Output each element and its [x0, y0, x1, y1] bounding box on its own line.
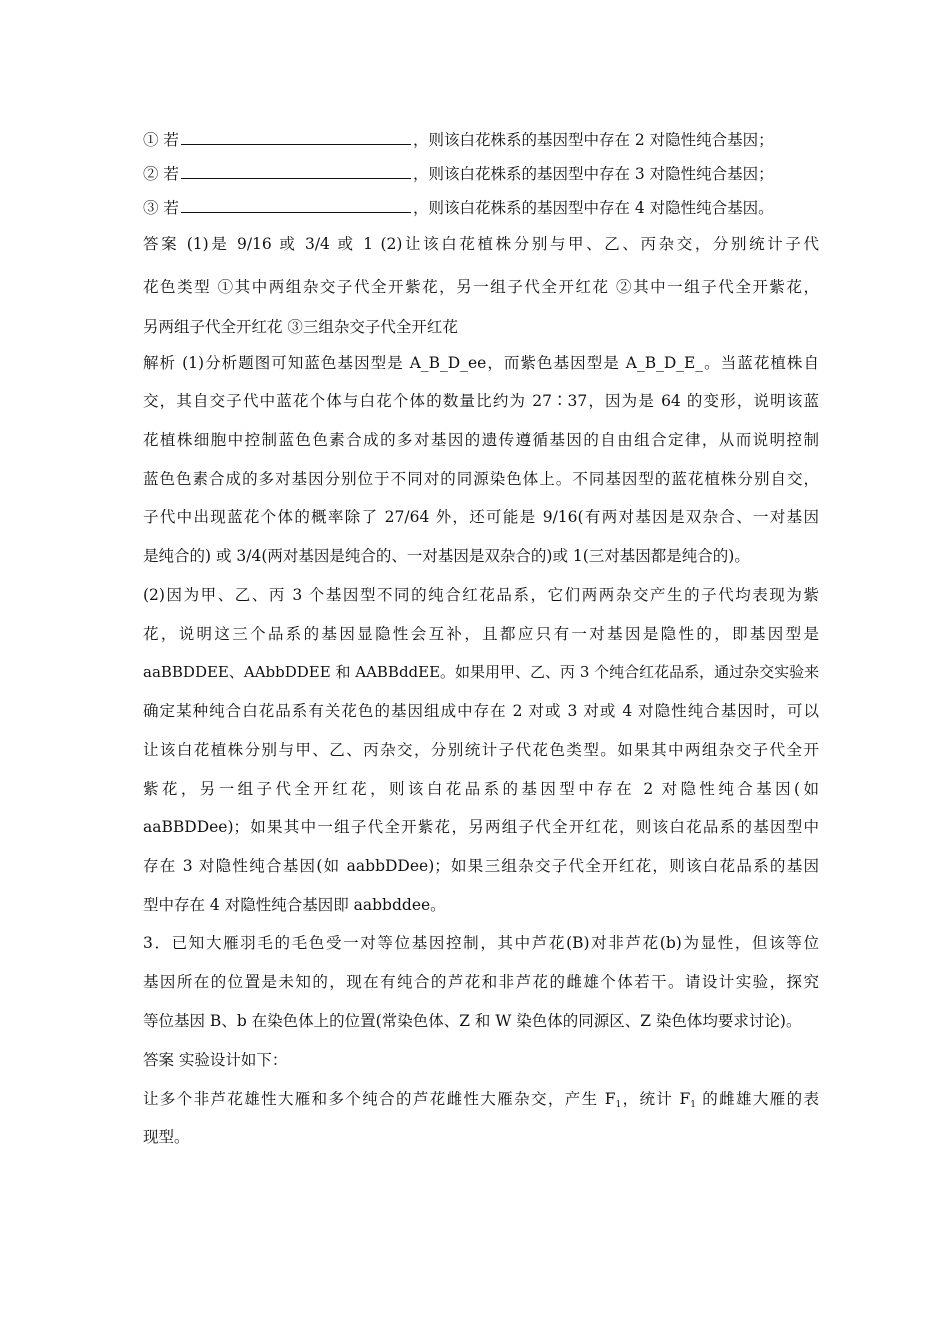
text-line: aaBBDDEE、AAbbDDEE 和 AABBddEE。如果用甲、乙、丙 3 个纯合红花品系，通过杂交实验来: [143, 663, 820, 681]
text-line: 交，其自交子代中蓝花个体与白花个体的数量比约为 27∶37，因为是 64 的变形，说明该蓝: [143, 392, 819, 410]
blank-prefix: ③ 若: [143, 199, 179, 217]
blank-question-3: [143, 198, 819, 218]
text-segment: ，统计 F: [621, 1090, 691, 1108]
text-line-with-subscript: [143, 1089, 819, 1109]
text-line: 答案 (1)是 9/16 或 3/4 或 1 (2)让该白花植株分别与甲、乙、丙杂交，分别统计子代: [143, 235, 819, 253]
answer-blank: [181, 164, 411, 179]
text-line: 基因所在的位置是未知的，现在有纯合的芦花和非芦花的雌雄个体若干。请设计实验，探究: [143, 973, 819, 991]
text-line: 花色类型 ①其中两组杂交子代全开紫花，另一组子代全开红花 ②其中一组子代全开紫花，: [143, 278, 819, 296]
answer-blank: [181, 130, 411, 145]
blank-question-2: [143, 164, 819, 184]
text-line: 子代中出现蓝花个体的概率除了 27/64 外，还可能是 9/16(有两对基因是双杂合、一对基因: [143, 508, 819, 526]
text-line: 让该白花植株分别与甲、乙、丙杂交，分别统计子代花色类型。如果其中两组杂交子代全开: [143, 741, 819, 759]
blank-prefix: ① 若: [143, 131, 179, 149]
text-line: 另两组子代全开红花 ③三组杂交子代全开红花: [143, 318, 458, 336]
blank-suffix: ，则该白花株系的基因型中存在 3 对隐性纯合基因；: [412, 165, 774, 183]
text-line: 紫花，另一组子代全开红花，则该白花品系的基因型中存在 2 对隐性纯合基因(如: [143, 780, 819, 798]
text-line: 解析 (1)分析题图可知蓝色基因型是 A_B_D_ee，而紫色基因型是 A_B_D_E_。当蓝花植株自: [143, 354, 819, 372]
text-line: aaBBDDee)；如果其中一组子代全开紫花，另两组子代全开红花，则该白花品系的基因型中: [143, 818, 819, 836]
blank-suffix: ，则该白花株系的基因型中存在 2 对隐性纯合基因；: [412, 131, 774, 149]
text-line: 蓝色色素合成的多对基因分别位于不同对的同源染色体上。不同基因型的蓝花植株分别自交，: [143, 470, 819, 488]
text-line: 花植株细胞中控制蓝色色素合成的多对基因的遗传遵循基因的自由组合定律，从而说明控制: [143, 431, 819, 449]
text-segment: 让多个非芦花雄性大雁和多个纯合的芦花雌性大雁杂交，产生 F: [143, 1090, 616, 1108]
text-line: 花，说明这三个品系的基因显隐性会互补，且都应只有一对基因是隐性的，即基因型是: [143, 625, 819, 643]
text-line: (2)因为甲、乙、丙 3 个基因型不同的纯合红花品系，它们两两杂交产生的子代均表现为紫: [143, 586, 819, 604]
text-segment: 的雌雄大雁的表: [696, 1090, 820, 1108]
blank-prefix: ② 若: [143, 165, 179, 183]
answer-blank: [181, 198, 411, 213]
text-line: 确定某种纯合白花品系有关花色的基因组成中存在 2 对或 3 对或 4 对隐性纯合基因时，可以: [143, 702, 819, 720]
blank-suffix: ，则该白花株系的基因型中存在 4 对隐性纯合基因。: [412, 199, 774, 217]
blank-question-1: [143, 130, 819, 150]
text-line: 是纯合的) 或 3/4(两对基因是纯合的、一对基因是双杂合的)或 1(三对基因都是纯合的)。: [143, 547, 750, 565]
text-line: 答案 实验设计如下：: [143, 1051, 288, 1069]
subscript: 1: [615, 1100, 622, 1110]
text-line: 型中存在 4 对隐性纯合基因即 aabbddee。: [143, 896, 446, 914]
text-line: 3．已知大雁羽毛的毛色受一对等位基因控制，其中芦花(B)对非芦花(b)为显性，但该等位: [143, 934, 819, 952]
subscript: 1: [690, 1100, 696, 1110]
text-line: 等位基因 B、b 在染色体上的位置(常染色体、Z 和 W 染色体的同源区、Z 染色体均要求讨论)。: [143, 1012, 802, 1030]
text-line: 存在 3 对隐性纯合基因(如 aabbDDee)；如果三组杂交子代全开红花，则该白花品系的基因: [143, 857, 819, 875]
text-line: 现型。: [143, 1128, 190, 1146]
